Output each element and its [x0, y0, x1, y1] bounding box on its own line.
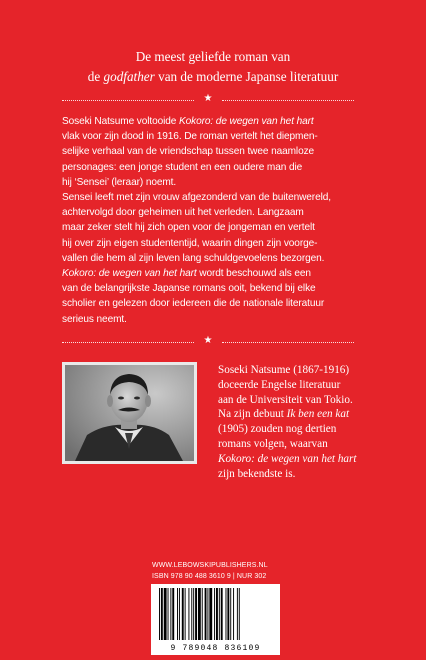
author-bio	[218, 363, 368, 481]
barcode-bar	[209, 588, 212, 640]
barcode-bar	[207, 588, 208, 640]
barcode-bar	[198, 588, 201, 640]
barcode-bar	[227, 588, 229, 640]
blurb-line: van de belangrijkste Japanse romans ooit, bekend bij elke	[62, 283, 316, 295]
blurb-line: maar zeker stelt hij zich open voor de jongeman en vertelt	[62, 222, 315, 234]
divider-line	[62, 342, 194, 343]
blurb-text: Soseki Natsume voltooide	[62, 116, 180, 127]
blurb-line: hij over zijn eigen studententijd, waarin dingen zijn voorge-	[62, 237, 318, 249]
blurb-line: selijke verhaal van de vriendschap tussen twee naamloze	[62, 146, 315, 158]
barcode-bar	[219, 588, 220, 640]
barcode-bar	[233, 588, 234, 640]
tagline-text: de	[87, 69, 104, 84]
blurb-line: personages: een jonge student en een oudere man die	[62, 161, 303, 173]
tagline-italic: godfather	[103, 69, 155, 84]
barcode-bar	[168, 588, 169, 640]
bio-line	[218, 407, 368, 422]
author-portrait-image	[65, 365, 194, 461]
barcode-bar	[239, 588, 240, 640]
barcode-bar	[164, 588, 167, 640]
book-title: Kokoro: de wegen van het hart	[218, 452, 357, 465]
barcode-bar	[172, 588, 174, 640]
isbn-line: ISBN 978 90 488 3610 9 | NUR 302	[152, 572, 267, 580]
star-divider-top	[62, 94, 354, 106]
author-portrait-photo	[62, 362, 197, 464]
blurb-paragraph-2	[62, 190, 362, 266]
blurb-text: wordt beschouwd als een	[196, 268, 311, 280]
bio-line	[218, 452, 368, 467]
blurb-line	[62, 266, 362, 281]
barcode-bar	[202, 588, 203, 640]
blurb-line: serieus neemt.	[62, 313, 127, 325]
divider-line	[222, 100, 354, 101]
barcode-bar	[193, 588, 194, 640]
barcode-number: 9 789048 836109	[170, 644, 261, 653]
barcode-bar	[205, 588, 207, 640]
tagline-line-2	[0, 67, 426, 87]
publisher-website: WWW.LEBOWSKIPUBLISHERS.NL	[152, 562, 268, 569]
blurb-line: scholier en gelezen door iedereen die de nationale literatuur	[62, 298, 325, 310]
barcode-bar	[237, 588, 238, 640]
tagline	[0, 47, 426, 87]
barcode-bar	[195, 588, 197, 640]
barcode-bar	[161, 588, 163, 640]
portrait-illustration	[65, 365, 194, 461]
blurb-paragraph-1	[62, 114, 362, 190]
tagline-line-1: De meest geliefde roman van	[135, 49, 291, 64]
back-cover-blurb	[62, 114, 362, 327]
divider-line	[62, 100, 194, 101]
bio-line: zijn bekendste is.	[218, 467, 296, 480]
star-icon: ★	[203, 93, 213, 104]
barcode-bar	[214, 588, 215, 640]
bio-line: romans volgen, waarvan	[218, 437, 328, 450]
barcode-bars	[151, 584, 280, 644]
barcode-bar	[191, 588, 192, 640]
book-title: Kokoro: de wegen van het hart	[179, 116, 314, 127]
divider-line	[222, 342, 354, 343]
barcode-bar	[182, 588, 184, 640]
blurb-line: vlak voor zijn dood in 1916. De roman vertelt het diepmen-	[62, 131, 318, 143]
bio-line: aan de Universiteit van Tokio.	[218, 393, 353, 406]
isbn-barcode	[151, 584, 280, 655]
star-icon: ★	[203, 335, 213, 346]
barcode-bar	[159, 588, 160, 640]
bio-line: doceerde Engelse literatuur	[218, 378, 341, 391]
blurb-line	[62, 114, 362, 129]
blurb-line: vallen die hem al zijn leven lang schuldgevoelens bezorgen.	[62, 252, 325, 264]
barcode-bar	[185, 588, 186, 640]
barcode-bar	[188, 588, 189, 640]
bio-line: (1905) zouden nog dertien	[218, 423, 337, 436]
blurb-paragraph-3	[62, 266, 362, 327]
star-divider-bottom	[62, 336, 354, 348]
barcode-bar	[221, 588, 223, 640]
book-title: Ik ben een kat	[286, 408, 350, 421]
barcode-bar	[170, 588, 171, 640]
bio-text: Na zijn debuut	[218, 408, 287, 421]
book-title: Kokoro: de wegen van het hart	[62, 268, 197, 280]
publisher-info	[152, 561, 268, 582]
barcode-bar	[230, 588, 231, 640]
blurb-line: hij ‘Sensei’ (leraar) noemt.	[62, 176, 177, 188]
barcode-bar	[226, 588, 227, 640]
blurb-line: achtervolgd door geheimen uit het verleden. Langzaam	[62, 207, 304, 219]
tagline-text: van de moderne Japanse literatuur	[154, 69, 339, 84]
barcode-bar	[177, 588, 178, 640]
blurb-line: Sensei leeft met zijn vrouw afgezonderd van de buitenwereld,	[62, 192, 331, 204]
barcode-bar	[216, 588, 218, 640]
bio-line: Soseki Natsume (1867-1916)	[218, 364, 350, 376]
barcode-bar	[179, 588, 180, 640]
